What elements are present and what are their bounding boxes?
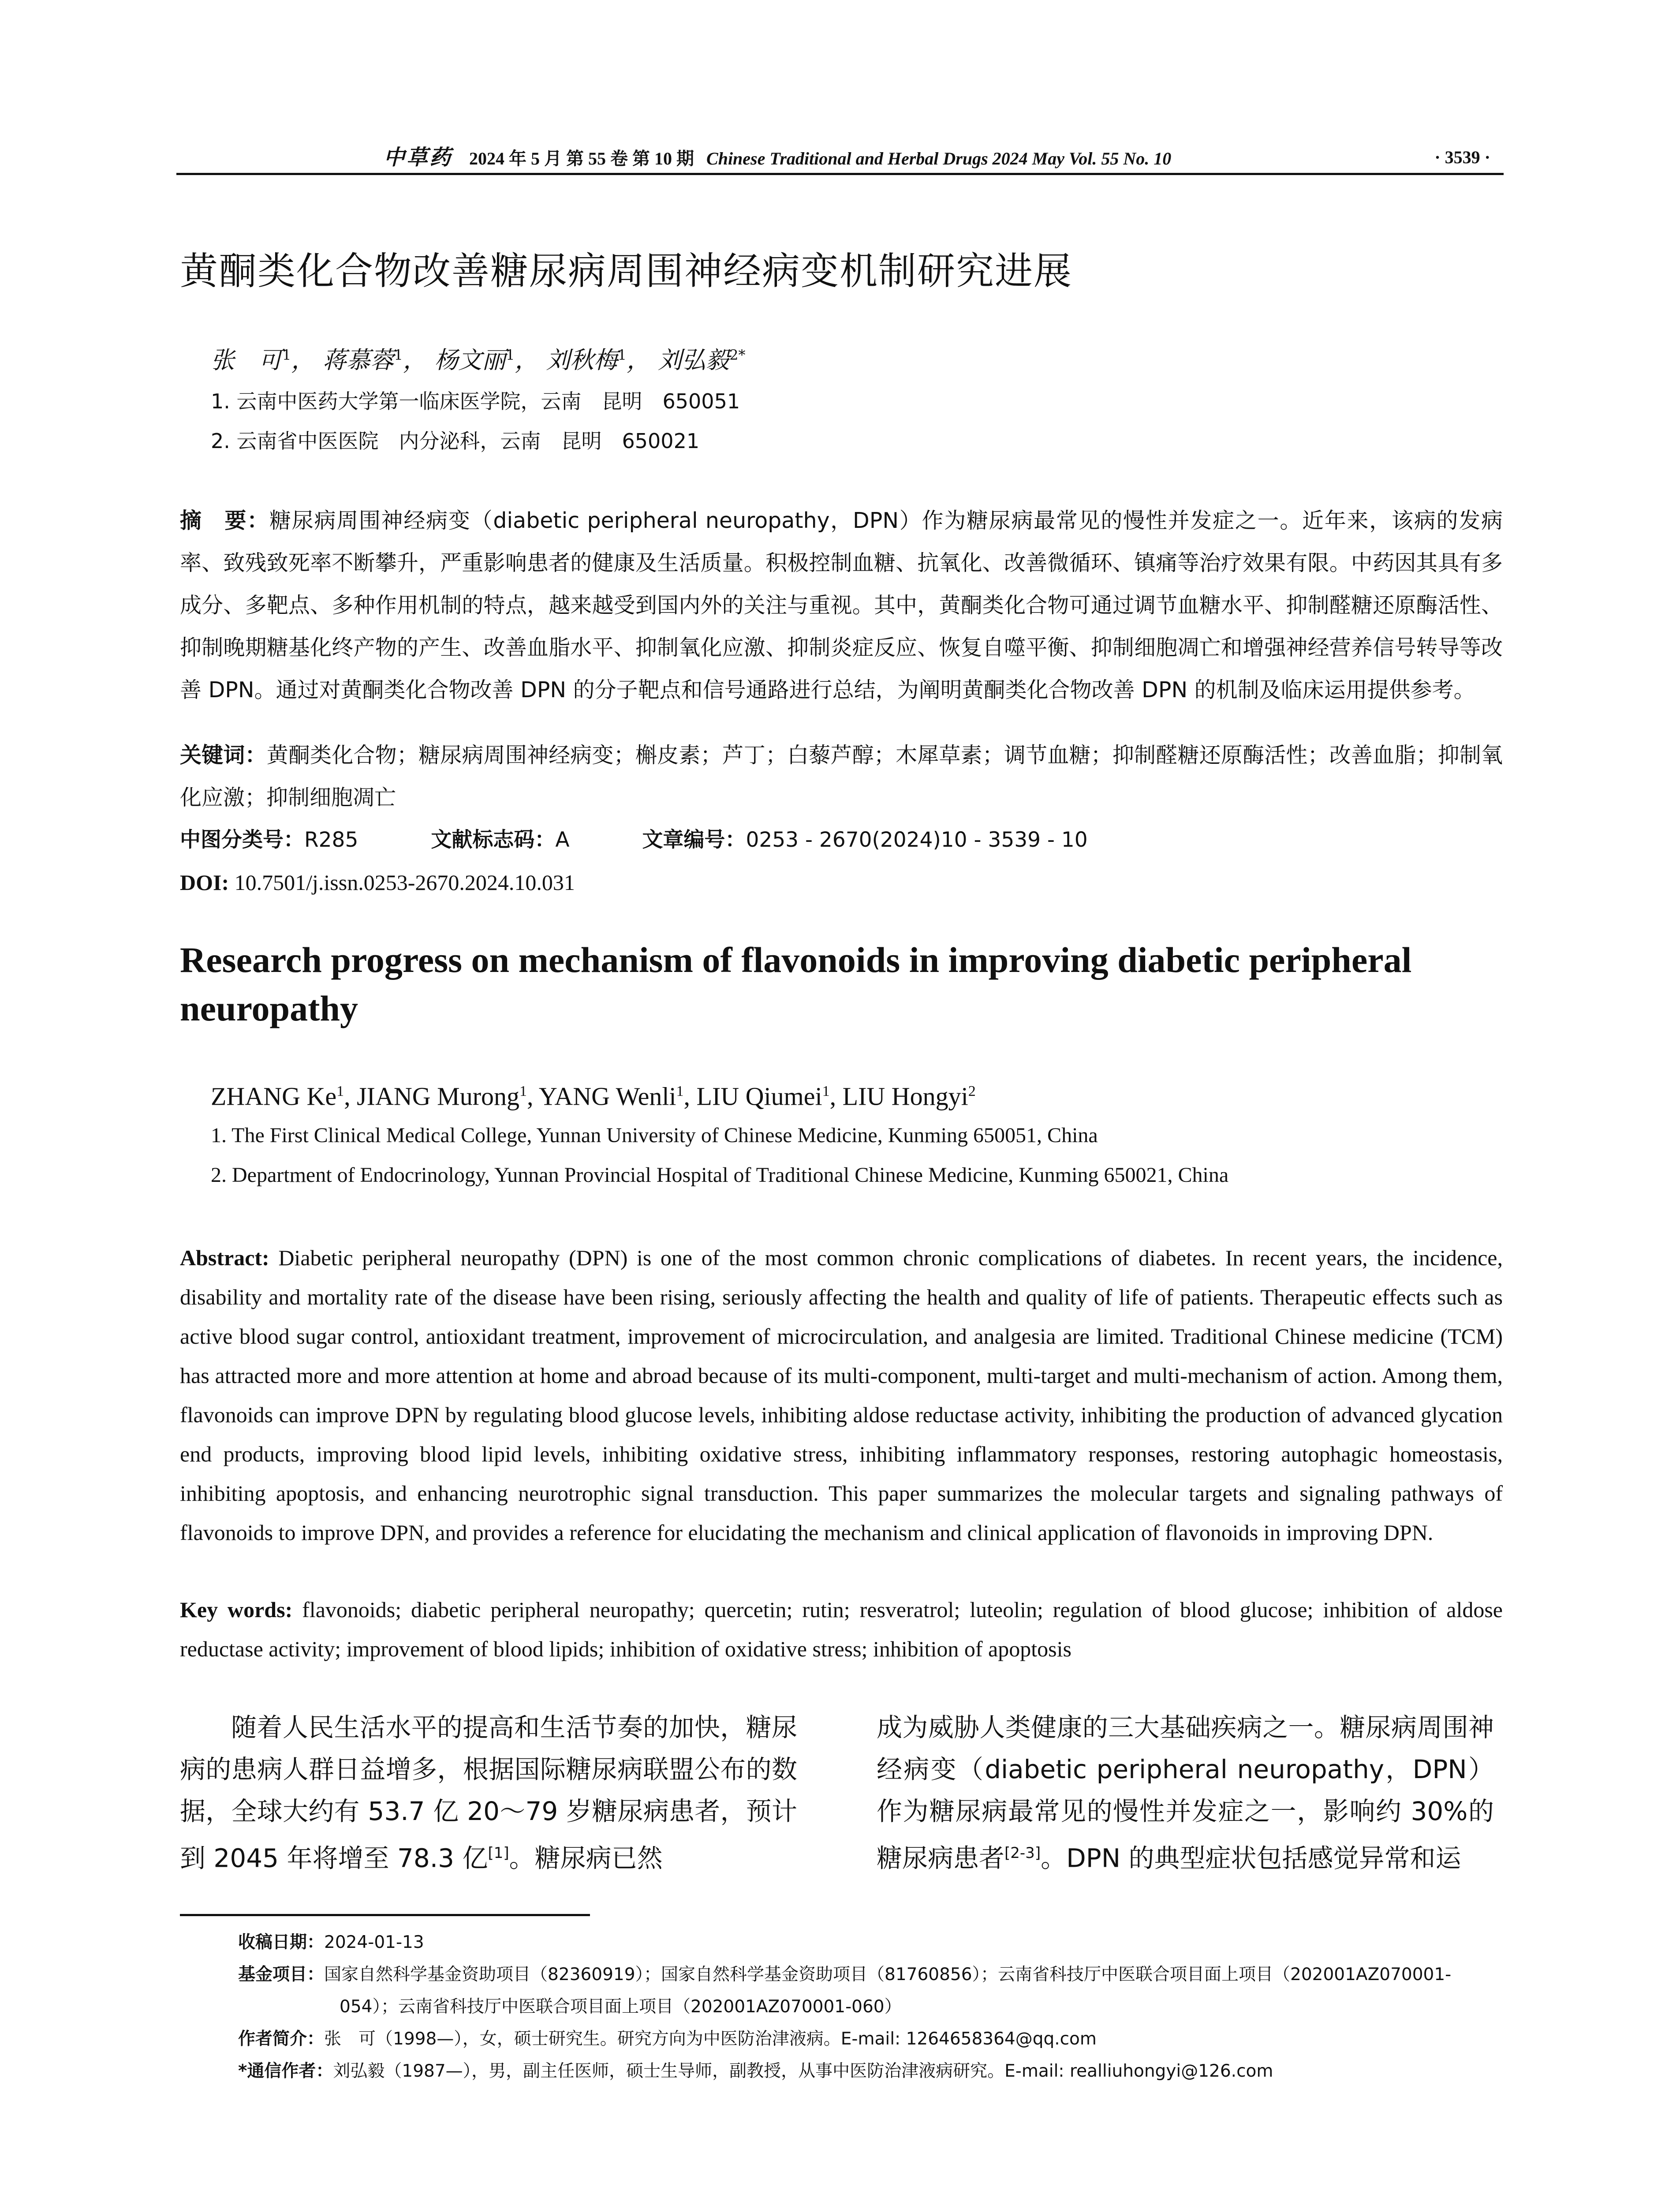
en-author: ZHANG Ke — [211, 1082, 337, 1111]
article-no-label: 文章编号： — [642, 828, 746, 852]
footnote-funding: 基金项目：国家自然科学基金资助项目（82360919）；国家自然科学基金资助项目（81760856）；云南省科技厅中医联合项目面上项目（202001AZ070001-054）；云南省科技厅中医联合项目面上项目（202001AZ070001-060） — [238, 1965, 1452, 2017]
citation-ref[interactable]: [2-3] — [1004, 1844, 1041, 1862]
en-author: JIANG Murong — [357, 1082, 520, 1111]
en-abstract-label: Abstract: — [180, 1245, 269, 1270]
cn-author: 刘弘毅 — [658, 346, 730, 374]
body-column-right: 成为威胁人类健康的三大基础疾病之一。糖尿病周围神经病变（diabetic peripheral neuropathy，DPN）作为糖尿病最常见的慢性并发症之一，影响约 30%的糖尿病患者[2-3]。DPN 的典型症状包括感觉异常和运 — [877, 1712, 1494, 1873]
footnote-divider — [180, 1914, 590, 1916]
cn-author: 蒋慕蓉 — [322, 346, 394, 374]
footnotes — [238, 1926, 1504, 2087]
cn-abstract-label: 摘 要： — [180, 508, 269, 533]
en-authors: ZHANG Ke$^1$, JIANG Murong$^1$, YANG Wenli$^1$, LIU Qiumei$^1$, LIU Hongyi$^2$ — [211, 1082, 976, 1111]
issue-cn: 2024 年 5 月 第 55 卷 第 10 期 — [469, 149, 694, 168]
cn-classification — [180, 819, 1503, 861]
journal-logo: 中草药 — [384, 145, 453, 170]
clc-value: R285 — [304, 828, 358, 852]
page-number: · 3539 · — [1434, 147, 1490, 167]
cn-keywords-label: 关键词： — [180, 743, 267, 768]
cn-affiliation-1: 1. 云南中医药大学第一临床医学院，云南 昆明 650051 — [211, 389, 740, 413]
footnote-corresponding: *通信作者：刘弘毅（1987—），男，副主任医师，硕士生导师，副教授，从事中医防治津液病研究。E-mail: realliuhongyi@126.com — [238, 2061, 1273, 2081]
cn-abstract — [180, 500, 1503, 738]
running-header-center — [384, 142, 1171, 174]
journal-name-en: Chinese Traditional and Herbal Drugs 2024 May Vol. 55 No. 10 — [706, 149, 1172, 168]
en-keywords — [180, 1590, 1503, 1669]
cn-author: 刘秋梅 — [546, 346, 618, 374]
cn-author: 杨文丽 — [434, 346, 506, 374]
cn-affiliation-2: 2. 云南省中医医院 内分泌科，云南 昆明 650021 — [211, 429, 700, 453]
en-keywords-label: Key words: — [180, 1597, 293, 1622]
cn-abstract-text: 糖尿病周围神经病变（diabetic peripheral neuropathy，DPN）作为糖尿病最常见的慢性并发症之一。近年来，该病的发病率、致残致死率不断攀升，严重影响患者的健康及生活质量。积极控制血糖、抗氧化、改善微循环、镇痛等治疗效果有限。中药因其具有多成分、多靶点、多种作用机制的特点，越来越受到国内外的关注与重视。其中，黄酮类化合物可通过调节血糖水平、抑制醛糖还原酶活性、抑制晚期糖基化终产物的产生、改善血脂水平、抑制氧化应激、抑制炎症反应、恢复自噬平衡、抑制细胞凋亡和增强神经营养信号转导等改善 DPN。通过对黄酮类化合物改善 DPN 的分子靶点和信号通路进行总结，为阐明黄酮类化合物改善 DPN 的机制及临床运用提供参考。 — [180, 508, 1503, 703]
running-header — [176, 142, 1504, 175]
body-right-text: 成为威胁人类健康的三大基础疾病之一。糖尿病周围神经病变（diabetic peripheral neuropathy，DPN）作为糖尿病最常见的慢性并发症之一，影响约 30%的糖尿病患者 — [877, 1712, 1494, 1873]
doi-label: DOI: — [180, 870, 229, 895]
cn-author: 张 可 — [211, 346, 282, 374]
footnote-author: 作者简介：张 可（1998—），女，硕士研究生。研究方向为中医防治津液病。E-mail: 1264658364@qq.com — [238, 2029, 1097, 2049]
en-affiliation-1: 1. The First Clinical Medical College, Yunnan University of Chinese Medicine, Kunming 650051, China — [211, 1124, 1098, 1147]
body-left-text: 随着人民生活水平的提高和生活节奏的加快，糖尿病的患病人群日益增多，根据国际糖尿病联盟公布的数据，全球大约有 53.7 亿 20～79 岁糖尿病患者，预计到 2045 年将增至 78.3 亿 — [180, 1712, 797, 1873]
en-author: LIU Hongyi — [842, 1082, 968, 1111]
doc-code-label: 文献标志码： — [431, 828, 556, 852]
en-affiliation-2: 2. Department of Endocrinology, Yunnan Provincial Hospital of Traditional Chinese Medicine, Kunming 650021, China — [211, 1163, 1229, 1187]
cn-authors: 张 可$^1$， 蒋慕蓉$^1$， 杨文丽$^1$， 刘秋梅$^1$， 刘弘毅$^{2*}$ — [211, 346, 746, 374]
en-abstract-text: Diabetic peripheral neuropathy (DPN) is one of the most common chronic complications of diabetes. In recent years, the incidence, disability and mortality rate of the disease have been rising, seriously affecting the health and quality of life of patients. Therapeutic effects such as active blood sugar control, antioxidant treatment, improvement of microcirculation, and analgesia are limited. Traditional Chinese medicine (TCM) has attracted more and more attention at home and abroad because of its multi-component, multi-target and multi-mechanism of action. Among them, flavonoids can improve DPN by regulating blood glucose levels, inhibiting aldose reductase activity, inhibiting the production of advanced glycation end products, improving blood lipid levels, inhibiting oxidative stress, inhibiting inflammatory responses, restoring autophagic homeostasis, inhibiting apoptosis, and enhancing neurotrophic signal transduction. This paper summarizes the molecular targets and signaling pathways of flavonoids to improve DPN, and provides a reference for elucidating the mechanism and clinical application of flavonoids in improving DPN. — [180, 1245, 1503, 1545]
article-no-value: 0253 - 2670(2024)10 - 3539 - 10 — [746, 828, 1088, 852]
cn-title: 黄酮类化合物改善糖尿病周围神经病变机制研究进展 — [180, 249, 1072, 293]
footnote-received: 收稿日期：2024-01-13 — [238, 1932, 424, 1952]
cn-keywords — [180, 734, 1503, 819]
cn-keywords-text: 黄酮类化合物；糖尿病周围神经病变；槲皮素；芦丁；白藜芦醇；木犀草素；调节血糖；抑制醛糖还原酶活性；改善血脂；抑制氧化应激；抑制细胞凋亡 — [180, 743, 1503, 810]
clc-label: 中图分类号： — [180, 828, 304, 852]
en-author: YANG Wenli — [538, 1082, 676, 1111]
doc-code-value: A — [555, 828, 570, 852]
en-title: Research progress on mechanism of flavonoids in improving diabetic peripheral neuropathy — [180, 940, 1412, 1028]
body-column-left: 随着人民生活水平的提高和生活节奏的加快，糖尿病的患病人群日益增多，根据国际糖尿病联盟公布的数据，全球大约有 53.7 亿 20～79 岁糖尿病患者，预计到 2045 年将增至 78.3 亿[1]。糖尿病已然 — [180, 1712, 797, 1873]
en-author: LIU Qiumei — [696, 1082, 822, 1111]
citation-ref[interactable]: [1] — [488, 1844, 509, 1862]
doi — [180, 861, 575, 904]
en-keywords-text: flavonoids; diabetic peripheral neuropathy; quercetin; rutin; resveratrol; luteolin; regulation of blood glucose; inhibition of aldose reductase activity; improvement of blood lipids; inhibition of oxidative stress; inhibition of apoptosis — [180, 1597, 1503, 1661]
doi-value: 10.7501/j.issn.0253-2670.2024.10.031 — [234, 870, 575, 895]
en-abstract — [180, 1238, 1503, 1552]
